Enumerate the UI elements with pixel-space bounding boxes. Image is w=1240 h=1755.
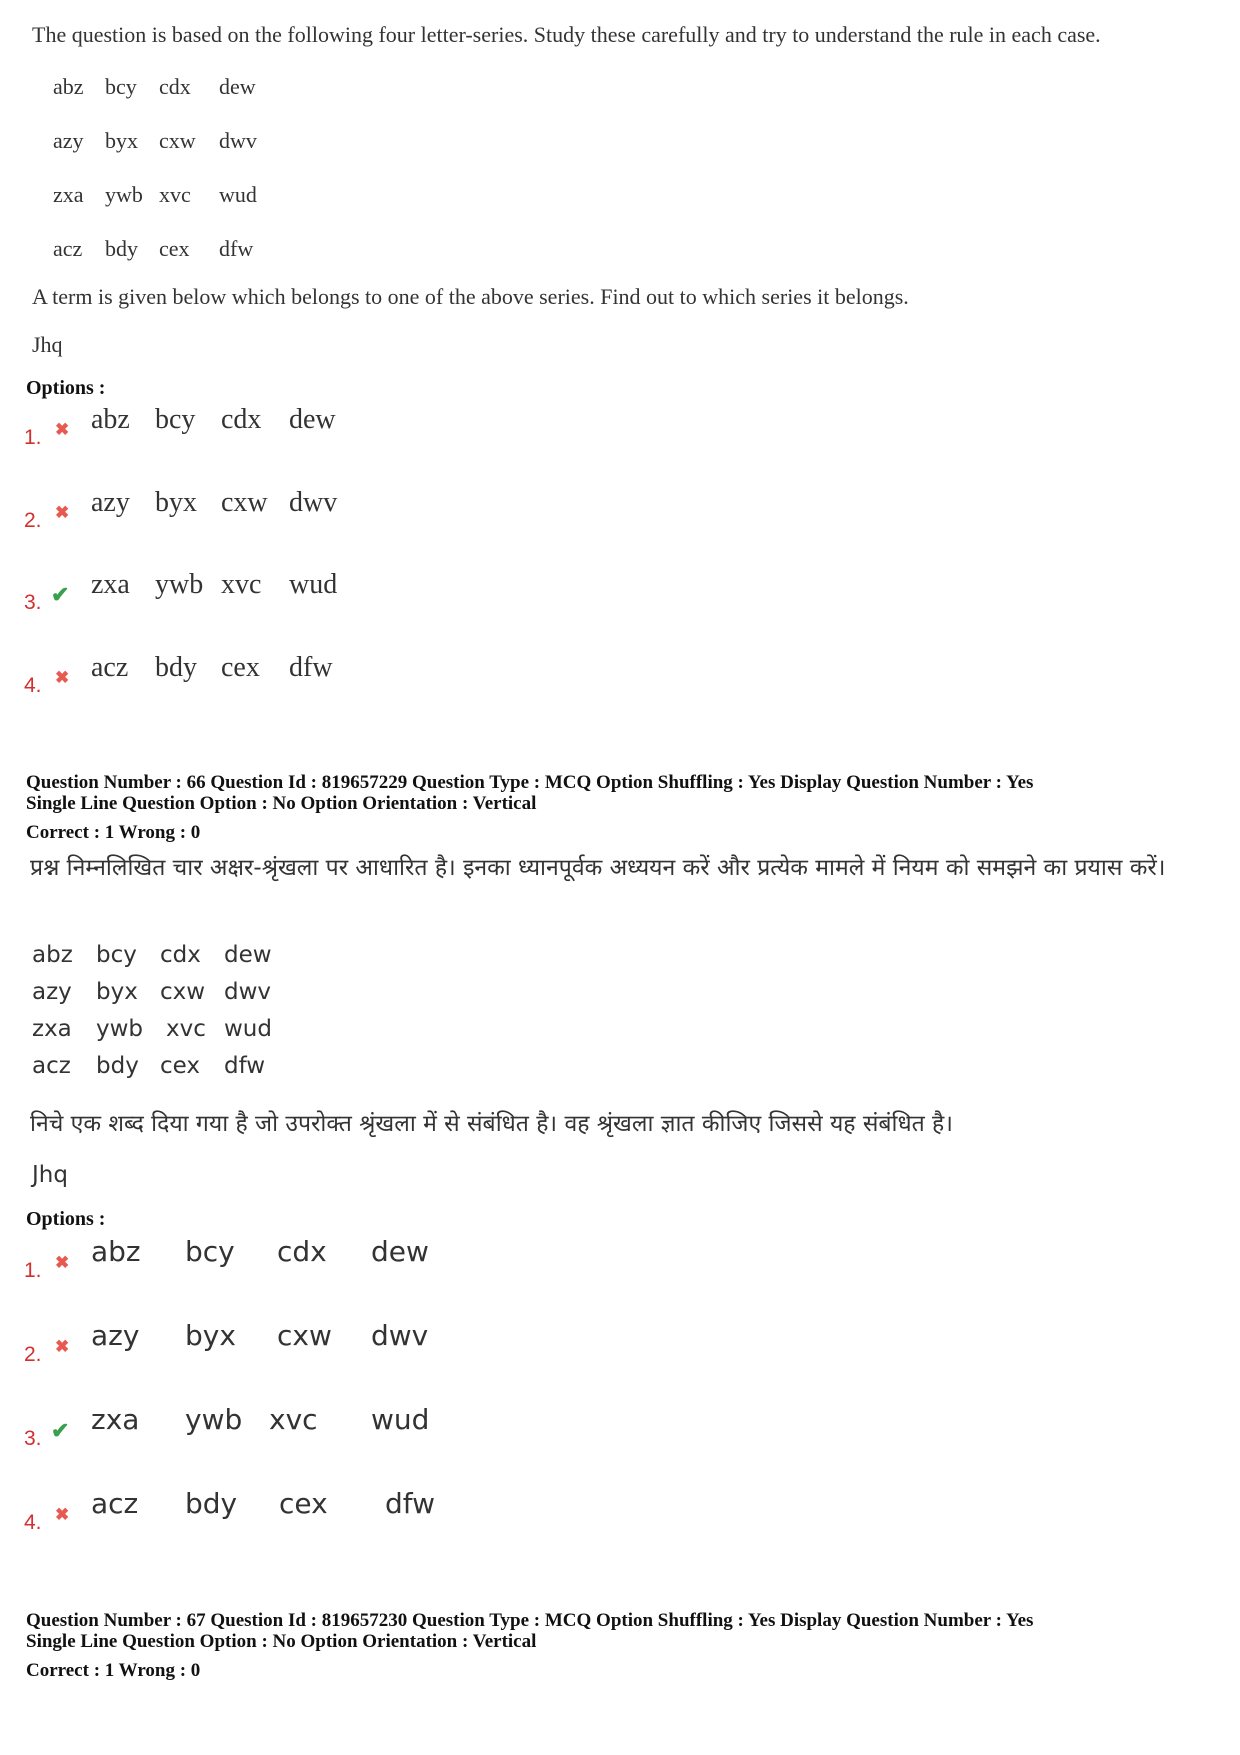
option-text: acz bdy cex dfw: [91, 652, 333, 683]
cross-icon: ✖: [55, 1505, 70, 1524]
option-number: 2.: [24, 1343, 42, 1366]
cross-icon: ✖: [55, 503, 70, 522]
option-text: acz bdy cex dfw: [91, 1487, 436, 1520]
question-meta-line2: Single Line Question Option : No Option Orientation : Vertical: [26, 1631, 537, 1652]
question-meta-line1: Question Number : 67 Question Id : 819657230 Question Type : MCQ Option Shuffling : Yes Display Question Number : Yes: [26, 1610, 1034, 1631]
cross-icon: ✖: [55, 668, 70, 687]
series-term: cxw: [159, 128, 196, 153]
series-term: cex: [159, 236, 190, 261]
option-number: 4.: [24, 1511, 42, 1534]
series-term: bcy: [105, 74, 137, 99]
question-meta-line1: Question Number : 66 Question Id : 819657229 Question Type : MCQ Option Shuffling : Yes Display Question Number : Yes: [26, 772, 1034, 793]
option-number: 4.: [24, 674, 42, 697]
option-number: 1.: [24, 1259, 42, 1282]
given-term: Jhq: [32, 332, 63, 357]
option-number: 2.: [24, 509, 42, 532]
option-text: azy byx cxw dwv: [91, 1319, 429, 1352]
series-term: byx: [105, 128, 138, 153]
cross-icon: ✖: [55, 1337, 70, 1356]
series-row: [53, 74, 256, 100]
given-term: Jhq: [32, 1162, 68, 1188]
check-icon: ✔: [51, 1418, 70, 1443]
series-row: abz bcy cdx dew: [32, 942, 272, 968]
series-row: azy byx cxw dwv: [32, 979, 272, 1005]
cross-icon: ✖: [55, 420, 70, 439]
options-label: Options :: [26, 377, 106, 399]
series-term: xvc: [159, 182, 191, 207]
question-meta-line2: Single Line Question Option : No Option Orientation : Vertical: [26, 793, 537, 814]
series-term: dew: [219, 74, 256, 99]
question-marks: Correct : 1 Wrong : 0: [26, 822, 201, 843]
option-text: zxa ywb xvc wud: [91, 569, 338, 600]
series-row: [53, 128, 257, 154]
series-term: wud: [219, 182, 257, 207]
option-text: abz bcy cdx dew: [91, 1235, 429, 1268]
cross-icon: ✖: [55, 1253, 70, 1272]
series-term: dfw: [219, 236, 254, 261]
series-term: acz: [53, 236, 83, 261]
question-marks: Correct : 1 Wrong : 0: [26, 1660, 201, 1681]
series-row: zxa ywb xvc wud: [32, 1016, 272, 1042]
question-prompt: A term is given below which belongs to one of the above series. Find out to which series it belongs.: [32, 284, 909, 309]
question-prompt-hindi: निचे एक शब्द दिया गया है जो उपरोक्त श्रृंखला में से संबंधित है। वह श्रृंखला ज्ञात कीजिए जिससे यह संबंधित है।: [30, 1111, 953, 1137]
series-term: zxa: [53, 182, 84, 207]
series-term: abz: [53, 74, 84, 99]
series-term: ywb: [105, 182, 143, 207]
option-number: 3.: [24, 591, 42, 614]
series-row: [53, 182, 257, 208]
option-text: zxa ywb xvc wud: [91, 1403, 430, 1436]
options-label: Options :: [26, 1208, 106, 1230]
option-number: 1.: [24, 426, 42, 449]
option-number: 3.: [24, 1427, 42, 1450]
question-intro-hindi: प्रश्न निम्नलिखित चार अक्षर-श्रृंखला पर आधारित है। इनका ध्यानपूर्वक अध्ययन करें और प्रत्येक मामले में नियम को समझने का प्रयास करें।: [30, 855, 1166, 881]
option-text: abz bcy cdx dew: [91, 404, 336, 435]
series-row: acz bdy cex dfw: [32, 1053, 266, 1079]
series-term: dwv: [219, 128, 257, 153]
check-icon: ✔: [51, 582, 70, 607]
series-term: bdy: [105, 236, 138, 261]
series-term: cdx: [159, 74, 191, 99]
option-text: azy byx cxw dwv: [91, 487, 338, 518]
series-term: azy: [53, 128, 84, 153]
series-row: [53, 236, 253, 262]
question-intro: The question is based on the following four letter-series. Study these carefully and try to understand the rule in each case.: [32, 22, 1101, 47]
